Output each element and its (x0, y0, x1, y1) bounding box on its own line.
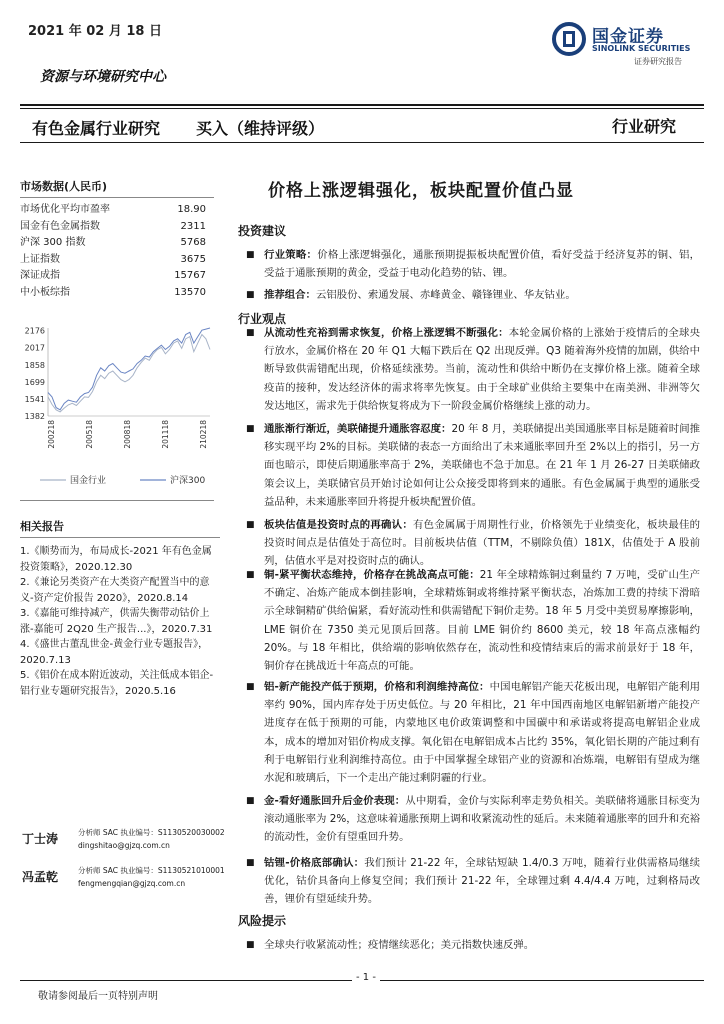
research-center: 资源与环境研究中心 (40, 69, 166, 85)
section-heading-views: 行业观点 (238, 312, 287, 326)
title-divider (20, 142, 704, 143)
related-report-item: 4.《盛世古董乱世金-黄金行业专题报告》，2020.7.13 (20, 639, 209, 666)
index-line-chart (18, 320, 218, 500)
section-heading-risk: 风险提示 (238, 914, 287, 928)
market-data-table (20, 178, 214, 301)
square-bullet-icon: ■ (246, 520, 255, 530)
related-report-item: 2.《兼论另类资产在大类资产配置当中的意义-资产定价报告 2020》，2020.8.14 (20, 577, 210, 604)
square-bullet-icon: ■ (246, 858, 255, 868)
header-divider-thin (20, 108, 704, 109)
x-tick-label: 200518 (85, 420, 94, 449)
market-data-title: 市场数据(人民币) (20, 178, 214, 198)
x-tick-label: 210218 (199, 420, 208, 449)
y-tick-label: 2176 (24, 326, 45, 336)
report-type: 行业研究 (612, 117, 677, 136)
section-heading-recommendation: 投资建议 (238, 224, 287, 238)
y-tick-label: 1382 (24, 412, 45, 421)
view-paragraph-valuation: ■ 板块估值是投资时点的再确认：有色金属属于周期性行业，价格领先于业绩变化，板块最佳的投资时间点是估值处于高位时。目前板块估值（TTM，不剔除负值）181X，估值处于 A 股前列，估值水平是对投资时点的确认。 (264, 516, 700, 571)
industry-title: 有色金属行业研究 (32, 119, 161, 138)
market-row: 沪深 300 指数 5768 (20, 237, 206, 248)
square-bullet-icon: ■ (246, 328, 255, 338)
legend-label: 沪深300 (170, 476, 206, 486)
analyst-cert: 分析师 SAC 执业编号：S1130520030002 (78, 828, 225, 837)
square-bullet-icon: ■ (246, 290, 255, 300)
x-tick-label: 200818 (123, 420, 132, 449)
legend-label: 国金行业 (70, 476, 107, 486)
square-bullet-icon: ■ (246, 570, 255, 580)
series-line (48, 328, 210, 410)
analyst-email[interactable]: dingshitao@gjzq.com.cn (78, 841, 170, 850)
market-row: 国金有色金属指数 2311 (20, 220, 206, 232)
y-tick-label: 1541 (24, 394, 45, 404)
view-paragraph-gold: ■ 金-看好通胀回升后金价表现：从中期看，金价与实际利率走势负相关。美联储将通胀目标变为滚动通胀率为 2%，这意味着通胀预期上调和收紧流动性的延后。未来随着通胀率的回升和充裕的流动性，金价有望重回升势。 (264, 792, 700, 847)
y-tick-label: 1858 (24, 360, 45, 370)
square-bullet-icon: ■ (246, 424, 255, 434)
logo-name-en: SINOLINK SECURITIES (592, 44, 691, 53)
y-tick-label: 2017 (24, 343, 45, 353)
y-tick-label: 1699 (24, 377, 45, 387)
logo-name-cn: 国金证券 (592, 27, 664, 47)
market-row: 中小板综指 13570 (20, 286, 206, 298)
analyst-info (78, 864, 225, 890)
related-reports-title: 相关报告 (20, 518, 220, 538)
header-divider (20, 104, 704, 106)
related-reports (20, 518, 220, 699)
analyst-email[interactable]: fengmengqian@gjzq.com.cn (78, 879, 186, 888)
x-tick-label: 200218 (47, 420, 56, 449)
x-tick-label: 201118 (161, 420, 170, 449)
footer-disclaimer: 敬请参阅最后一页特别声明 (38, 991, 158, 1002)
chart-divider (20, 500, 214, 501)
view-paragraph-liquidity: ■ 从流动性充裕到需求恢复，价格上涨逻辑不断强化：本轮金属价格的上涨始于疫情后的全球央行放水，金属价格在 20 年 Q1 大幅下跌后在 Q2 出现反弹。Q3 随着海外疫情的加剧，供给中断导致供需错配出现，价格延续涨势。当前，流动性和供给中断仍在支撑价格上涨。随着全球疫苗的接种，发达经济体的需求将率先恢复。由于全球矿业供给主要集中在南美洲、非洲等欠发达地区，需求先于供给恢复将成为下一阶段金属价格继续上涨的动力。 (264, 324, 700, 415)
series-line (48, 335, 210, 412)
market-row: 深证成指 15767 (20, 270, 206, 281)
strategy-paragraph: ■ 行业策略：价格上涨逻辑强化，通胀预期提振板块配置价值，看好受益于经济复苏的铜、铝，受益于通胀预期的黄金，受益于电动化趋势的钴、锂。 (264, 246, 700, 282)
analyst-info (78, 826, 225, 852)
risk-paragraph: ■ 全球央行收紧流动性；疫情继续恶化；美元指数快速反弹。 (264, 936, 700, 954)
square-bullet-icon: ■ (246, 682, 255, 692)
square-bullet-icon: ■ (246, 796, 255, 806)
square-bullet-icon: ■ (246, 940, 255, 950)
analyst-name: 丁士涛 (22, 832, 59, 846)
analyst-name: 冯孟乾 (22, 870, 59, 884)
market-row: 市场优化平均市盈率 18.90 (20, 204, 206, 215)
page-number: - 1 - (352, 972, 380, 983)
related-report-item: 1.《顺势而为，布局成长-2021 年有色金属投资策略》，2020.12.30 (20, 546, 212, 573)
view-paragraph-inflation: ■ 通胀渐行渐近，美联储提升通胀容忍度：20 年 8 月，美联储提出美国通胀率目标是随着时间推移实现平均 2%的目标。美联储的表态一方面给出了未来通胀率回升至 2%以上的指引，另一方面也暗示，即使后期通胀率高于 2%，美联储也不急于加息。在 21 年 1 月 26-27 日美联储政策会议上，美联储官员开始讨论如何让公众接受即将到来的通胀。有色金属属于典型的通胀受益品种，未来通胀率回升将提升板块配置价值。 (264, 420, 700, 511)
view-paragraph-copper: ■ 铜-紧平衡状态维持，价格存在挑战高点可能：21 年全球精炼铜过剩量约 7 万吨，受矿山生产不确定、冶炼产能成本倒挂影响，全球精炼铜或将维持紧平衡状态，冶炼加工费的持续下滑暗示全球铜精矿供给偏紧，看好流动性和供需错配下铜价走势。18 年 5 月受中美贸易摩擦影响，LME 铜价在 7350 美元见顶后回落。目前 LME 铜价约 8600 美元，较 18 年高点涨幅约 20%。与 18 年相比，供给端的影响依然存在，流动性和疫情结束后的需求前景好于 18 年，铜价存在挑战近十年高点的可能。 (264, 566, 700, 675)
square-bullet-icon: ■ (246, 250, 255, 260)
market-row: 上证指数 3675 (20, 253, 206, 265)
headline: 价格上涨逻辑强化，板块配置价值凸显 (268, 181, 574, 201)
related-report-item: 5.《铝价在成本附近波动，关注低成本铝企-铝行业专题研究报告》，2020.5.16 (20, 670, 214, 697)
report-date: 2021 年 02 月 18 日 (28, 24, 162, 39)
view-paragraph-cobalt-lithium: ■ 钴锂-价格底部确认：我们预计 21-22 年，全球钴短缺 1.4/0.3 万吨，随着行业供需格局继续优化，钴价具备向上修复空间；我们预计 21-22 年，全球锂过剩 4.4/4.4 万吨，过剩格局改善，锂价有望延续升势。 (264, 854, 700, 909)
portfolio-paragraph: ■ 推荐组合：云铝股份、索通发展、赤峰黄金、赣锋锂业、华友钴业。 (264, 286, 700, 304)
view-paragraph-aluminum: ■ 铝-新产能投产低于预期，价格和利润维持高位：中国电解铝产能天花板出现，电解铝产能利用率约 90%，国内库存处于历史低位。与 20 年相比，21 年中国西南地区电解铝新增产能投产进度存在低于预期的可能，内蒙地区电价政策调整和中国碳中和承诺或将提高电解铝企业成本，成本的增加对铝价构成支撑。氧化铝在电解铝成本占比约 35%，氧化铝长期的产能过剩有利于电解铝行业利润维持高位。由于中国掌握全球铝产业的资源和冶炼端，电解铝有望成为继水泥和玻璃后，下一个走出产能过剩阴霾的行业。 (264, 678, 700, 787)
rating-label: 买入（维持评级） (196, 119, 325, 138)
sinolink-logo-icon (552, 22, 586, 56)
related-report-item: 3.《嘉能可维持减产，供需失衡带动钴价上涨-嘉能可 2Q20 生产报告...》，2020.7.31 (20, 608, 213, 635)
analyst-cert: 分析师 SAC 执业编号：S1130521010001 (78, 866, 225, 875)
logo-subtitle: 证券研究报告 (634, 57, 682, 66)
